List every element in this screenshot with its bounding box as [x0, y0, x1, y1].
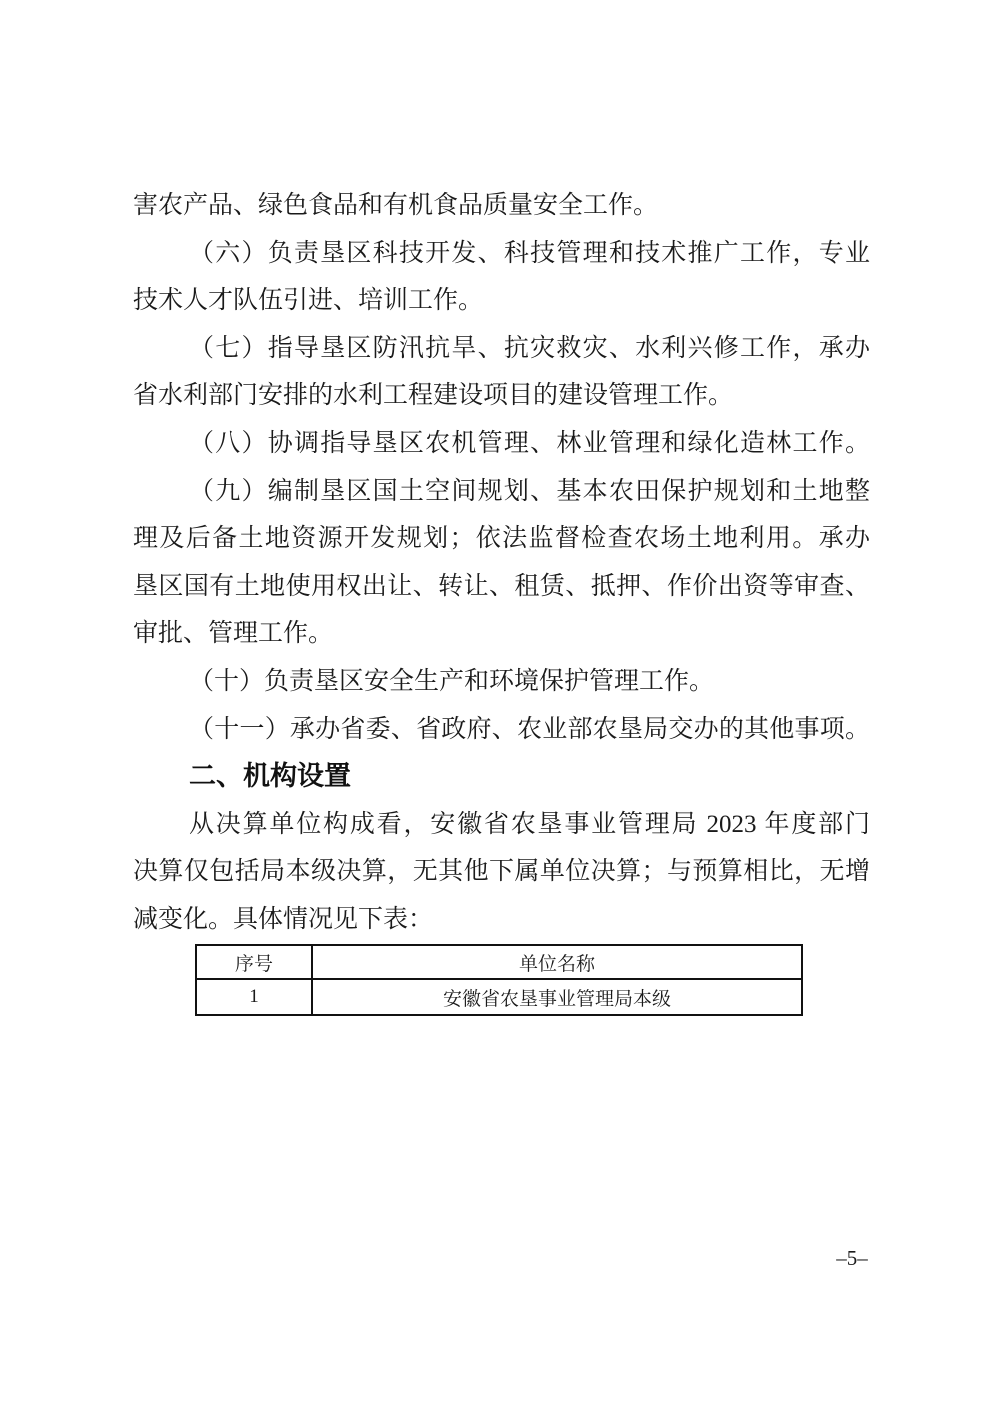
body-line: （六）负责垦区科技开发、科技管理和技术推广工作，专业	[189, 239, 870, 267]
table-header-cell-seq: 序号	[196, 945, 312, 979]
org-units-table	[195, 944, 803, 1016]
body-line: 理及后备土地资源开发规划；依法监督检查农场土地利用。承办	[133, 525, 870, 553]
body-line: 技术人才队伍引进、培训工作。	[133, 287, 484, 315]
body-line: 审批、管理工作。	[133, 620, 334, 648]
body-line: （七）指导垦区防汛抗旱、抗灾救灾、水利兴修工作，承办	[189, 334, 870, 362]
section-heading: 二、机构设置	[189, 761, 351, 792]
body-line: 决算仅包括局本级决算，无其他下属单位决算；与预算相比，无增	[133, 858, 870, 886]
table-row	[196, 979, 802, 1015]
table-header-cell-name: 单位名称	[312, 945, 802, 979]
body-line: 从决算单位构成看，安徽省农垦事业管理局 2023 年度部门	[189, 810, 870, 838]
body-line: 减变化。具体情况见下表：	[133, 905, 434, 933]
body-line: 害农产品、绿色食品和有机食品质量安全工作。	[133, 192, 659, 219]
body-line: （十）负责垦区安全生产和环境保护管理工作。	[189, 667, 715, 695]
body-line: 省水利部门安排的水利工程建设项目的建设管理工作。	[133, 382, 734, 410]
body-line: 垦区国有土地使用权出让、转让、租赁、抵押、作价出资等审查、	[133, 572, 870, 600]
table-header-row	[196, 945, 802, 979]
body-line: （十一）承办省委、省政府、农业部农垦局交办的其他事项。	[189, 715, 870, 743]
document-body	[133, 182, 870, 944]
table-cell-name: 安徽省农垦事业管理局本级	[312, 979, 802, 1015]
body-line: （八）协调指导垦区农机管理、林业管理和绿化造林工作。	[189, 429, 870, 457]
body-line: （九）编制垦区国土空间规划、基本农田保护规划和土地整	[189, 477, 870, 505]
page-number: –5–	[836, 1246, 868, 1270]
table-cell-seq: 1	[196, 979, 312, 1015]
